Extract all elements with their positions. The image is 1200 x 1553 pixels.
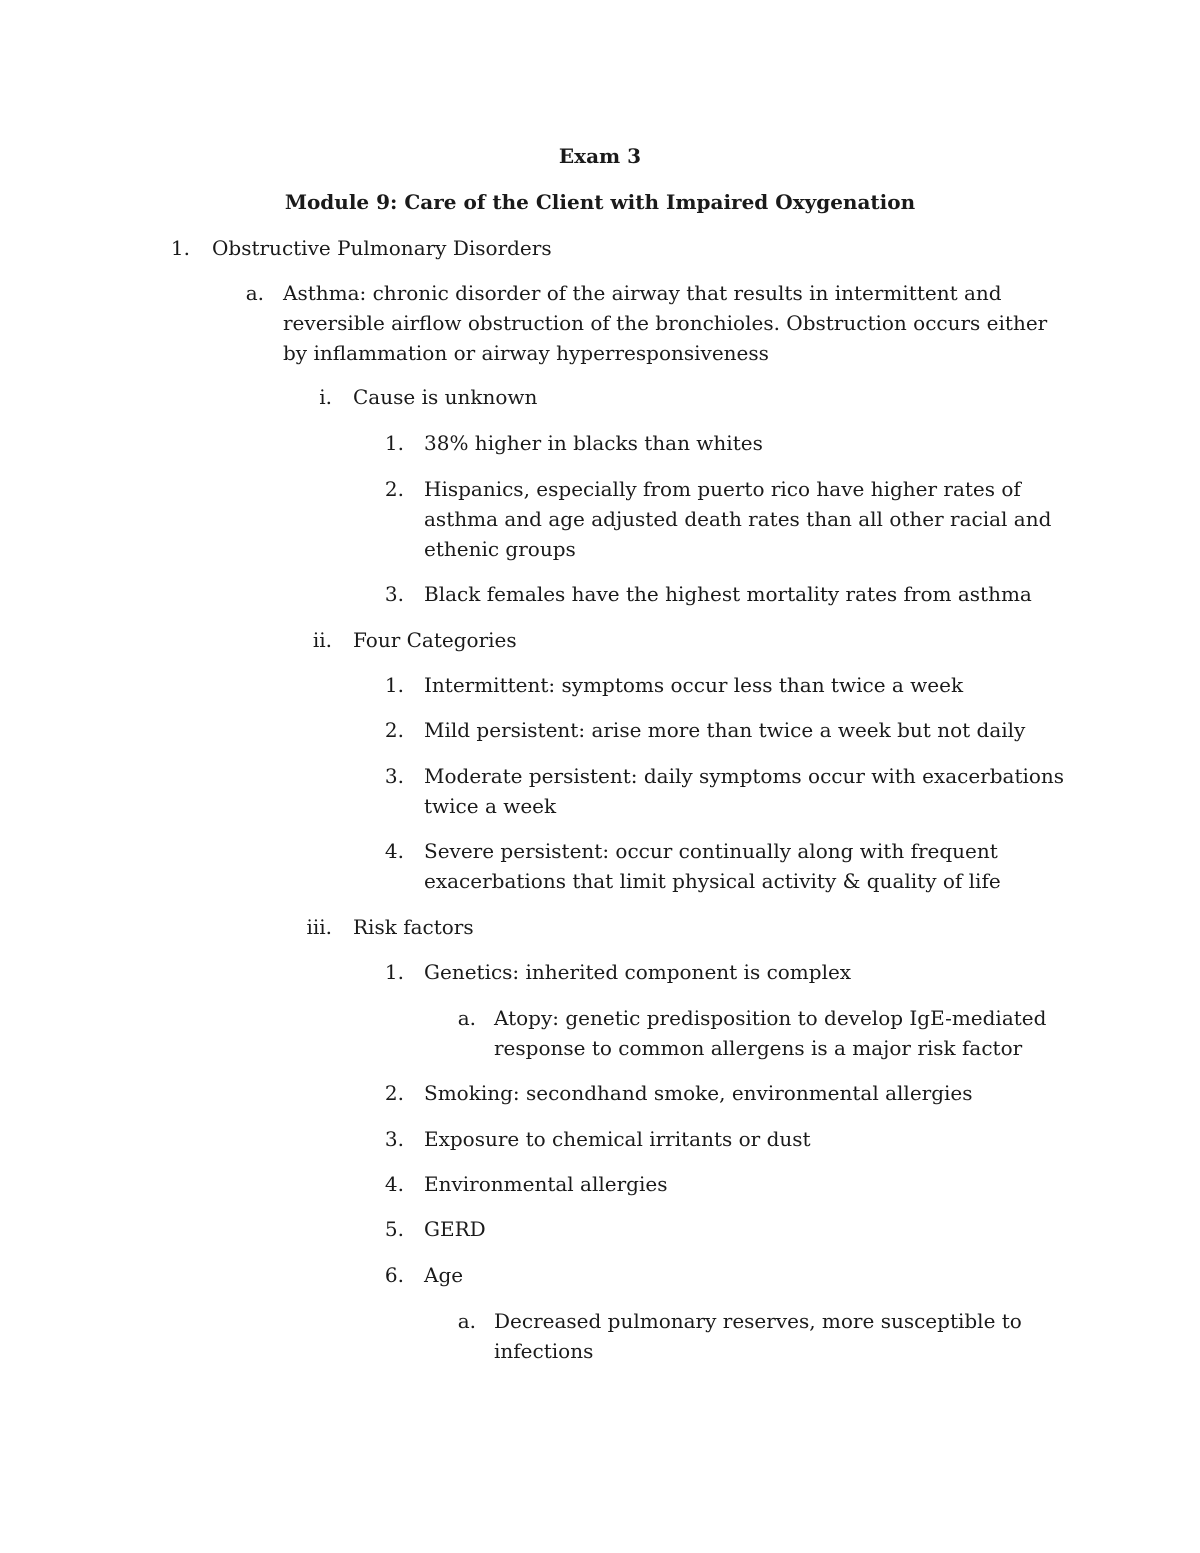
list-item: Hispanics, especially from puerto rico have higher rates of bbox=[424, 477, 1021, 501]
list-marker: 5. bbox=[384, 1217, 404, 1241]
list-item: exacerbations that limit physical activity & quality of life bbox=[424, 869, 1001, 893]
list-marker: 2. bbox=[384, 477, 404, 501]
list-item: Exposure to chemical irritants or dust bbox=[424, 1127, 811, 1151]
subsection-heading: Four Categories bbox=[353, 628, 517, 652]
list-item: Black females have the highest mortality rates from asthma bbox=[424, 582, 1032, 606]
list-marker: 2. bbox=[384, 718, 404, 742]
page-title: Exam 3 bbox=[558, 144, 642, 168]
list-item: Moderate persistent: daily symptoms occur with exacerbations bbox=[424, 764, 1065, 788]
list-item: infections bbox=[494, 1339, 594, 1363]
list-marker: 1. bbox=[384, 431, 404, 455]
list-marker: iii. bbox=[306, 915, 332, 939]
list-item: Smoking: secondhand smoke, environmental allergies bbox=[424, 1081, 973, 1105]
list-marker: a. bbox=[245, 281, 264, 305]
list-marker: 3. bbox=[384, 582, 404, 606]
subsection-heading: Cause is unknown bbox=[353, 385, 538, 409]
list-item: response to common allergens is a major risk factor bbox=[494, 1036, 1023, 1060]
list-marker: 4. bbox=[384, 839, 404, 863]
list-marker: 3. bbox=[384, 1127, 404, 1151]
section-heading: Obstructive Pulmonary Disorders bbox=[212, 236, 552, 260]
asthma-definition-line: reversible airflow obstruction of the bronchioles. Obstruction occurs either bbox=[283, 311, 1048, 335]
asthma-definition-line: Asthma: chronic disorder of the airway that results in intermittent and bbox=[283, 281, 1002, 305]
subsection-heading: Risk factors bbox=[353, 915, 474, 939]
list-marker: i. bbox=[319, 385, 332, 409]
asthma-definition-line: by inflammation or airway hyperresponsiveness bbox=[283, 341, 769, 365]
list-item: 38% higher in blacks than whites bbox=[424, 431, 763, 455]
list-marker: a. bbox=[457, 1309, 476, 1333]
list-item: Mild persistent: arise more than twice a week but not daily bbox=[424, 718, 1026, 742]
list-item: Genetics: inherited component is complex bbox=[424, 960, 852, 984]
list-item: GERD bbox=[424, 1217, 486, 1241]
list-item: Age bbox=[424, 1263, 464, 1287]
list-marker: 2. bbox=[384, 1081, 404, 1105]
list-item: Decreased pulmonary reserves, more susceptible to bbox=[494, 1309, 1022, 1333]
list-marker: ii. bbox=[312, 628, 332, 652]
list-marker: 3. bbox=[384, 764, 404, 788]
list-marker: a. bbox=[457, 1006, 476, 1030]
list-item: twice a week bbox=[424, 794, 557, 818]
list-marker: 6. bbox=[384, 1263, 404, 1287]
list-item: Atopy: genetic predisposition to develop IgE-mediated bbox=[494, 1006, 1047, 1030]
module-heading: Module 9: Care of the Client with Impaired Oxygenation bbox=[284, 190, 916, 214]
list-item: ethenic groups bbox=[424, 537, 576, 561]
list-item: asthma and age adjusted death rates than all other racial and bbox=[424, 507, 1052, 531]
list-marker: 1. bbox=[384, 673, 404, 697]
list-item: Intermittent: symptoms occur less than twice a week bbox=[424, 673, 964, 697]
list-marker: 4. bbox=[384, 1172, 404, 1196]
list-item: Environmental allergies bbox=[424, 1172, 668, 1196]
list-marker: 1. bbox=[170, 236, 190, 260]
list-item: Severe persistent: occur continually along with frequent bbox=[424, 839, 998, 863]
list-marker: 1. bbox=[384, 960, 404, 984]
